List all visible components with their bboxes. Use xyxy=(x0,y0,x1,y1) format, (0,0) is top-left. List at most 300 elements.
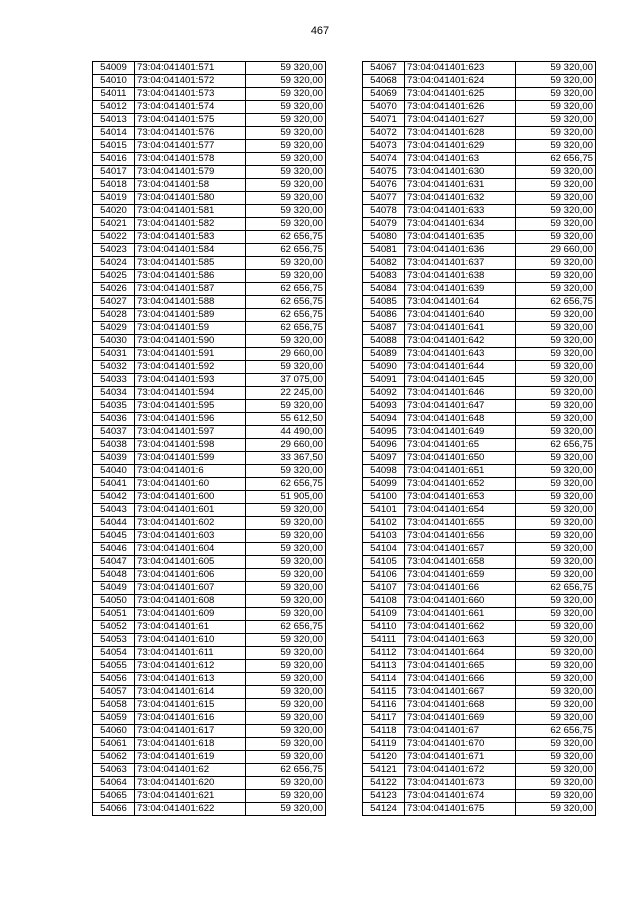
value-cell: 59 320,00 xyxy=(246,543,326,556)
value-cell: 59 320,00 xyxy=(246,699,326,712)
cadastral-number-cell: 73:04:041401:590 xyxy=(135,335,246,348)
cadastral-number-cell: 73:04:041401:671 xyxy=(405,751,516,764)
row-number-cell: 54092 xyxy=(363,387,405,400)
value-cell: 59 320,00 xyxy=(516,621,596,634)
row-number-cell: 54042 xyxy=(93,491,135,504)
table-row xyxy=(363,582,596,595)
cadastral-number-cell: 73:04:041401:585 xyxy=(135,257,246,270)
row-number-cell: 54026 xyxy=(93,283,135,296)
row-number-cell: 54014 xyxy=(93,127,135,140)
row-number-cell: 54018 xyxy=(93,179,135,192)
table-row xyxy=(363,218,596,231)
row-number-cell: 54062 xyxy=(93,751,135,764)
table-row xyxy=(363,114,596,127)
cadastral-number-cell: 73:04:041401:64 xyxy=(405,296,516,309)
cadastral-number-cell: 73:04:041401:658 xyxy=(405,556,516,569)
row-number-cell: 54040 xyxy=(93,465,135,478)
value-cell: 59 320,00 xyxy=(246,569,326,582)
table-row xyxy=(93,530,326,543)
cadastral-number-cell: 73:04:041401:636 xyxy=(405,244,516,257)
cadastral-number-cell: 73:04:041401:646 xyxy=(405,387,516,400)
value-cell: 59 320,00 xyxy=(246,153,326,166)
table-row xyxy=(93,725,326,738)
cadastral-number-cell: 73:04:041401:577 xyxy=(135,140,246,153)
value-cell: 29 660,00 xyxy=(516,244,596,257)
table-row xyxy=(363,413,596,426)
cadastral-number-cell: 73:04:041401:598 xyxy=(135,439,246,452)
cadastral-number-cell: 73:04:041401:604 xyxy=(135,543,246,556)
row-number-cell: 54012 xyxy=(93,101,135,114)
table-row xyxy=(363,309,596,322)
value-cell: 59 320,00 xyxy=(516,491,596,504)
table-row xyxy=(93,764,326,777)
cadastral-number-cell: 73:04:041401:574 xyxy=(135,101,246,114)
table-row xyxy=(363,244,596,257)
row-number-cell: 54114 xyxy=(363,673,405,686)
table-row xyxy=(93,140,326,153)
value-cell: 59 320,00 xyxy=(516,192,596,205)
value-cell: 59 320,00 xyxy=(516,114,596,127)
cadastral-number-cell: 73:04:041401:666 xyxy=(405,673,516,686)
value-cell: 59 320,00 xyxy=(246,686,326,699)
value-cell: 59 320,00 xyxy=(516,608,596,621)
value-cell: 59 320,00 xyxy=(246,595,326,608)
cadastral-number-cell: 73:04:041401:634 xyxy=(405,218,516,231)
row-number-cell: 54029 xyxy=(93,322,135,335)
row-number-cell: 54064 xyxy=(93,777,135,790)
value-cell: 59 320,00 xyxy=(246,777,326,790)
value-cell: 59 320,00 xyxy=(246,218,326,231)
table-row xyxy=(93,556,326,569)
row-number-cell: 54073 xyxy=(363,140,405,153)
row-number-cell: 54019 xyxy=(93,192,135,205)
row-number-cell: 54023 xyxy=(93,244,135,257)
value-cell: 59 320,00 xyxy=(516,166,596,179)
value-cell: 59 320,00 xyxy=(246,179,326,192)
table-row xyxy=(363,127,596,140)
row-number-cell: 54017 xyxy=(93,166,135,179)
cadastral-number-cell: 73:04:041401:639 xyxy=(405,283,516,296)
row-number-cell: 54083 xyxy=(363,270,405,283)
cadastral-number-cell: 73:04:041401:622 xyxy=(135,803,246,816)
value-cell: 59 320,00 xyxy=(516,790,596,803)
value-cell: 29 660,00 xyxy=(246,439,326,452)
table-row xyxy=(93,569,326,582)
table-row xyxy=(93,660,326,673)
value-cell: 59 320,00 xyxy=(246,270,326,283)
cadastral-number-cell: 73:04:041401:591 xyxy=(135,348,246,361)
table-row xyxy=(363,283,596,296)
value-cell: 59 320,00 xyxy=(516,764,596,777)
table-row xyxy=(93,361,326,374)
table-row xyxy=(363,439,596,452)
row-number-cell: 54060 xyxy=(93,725,135,738)
table-row xyxy=(363,790,596,803)
cadastral-number-cell: 73:04:041401:580 xyxy=(135,192,246,205)
value-cell: 62 656,75 xyxy=(246,764,326,777)
row-number-cell: 54037 xyxy=(93,426,135,439)
value-cell: 59 320,00 xyxy=(516,738,596,751)
row-number-cell: 54075 xyxy=(363,166,405,179)
cadastral-number-cell: 73:04:041401:583 xyxy=(135,231,246,244)
cadastral-number-cell: 73:04:041401:605 xyxy=(135,556,246,569)
cadastral-number-cell: 73:04:041401:626 xyxy=(405,101,516,114)
table-row xyxy=(93,673,326,686)
row-number-cell: 54084 xyxy=(363,283,405,296)
value-cell: 59 320,00 xyxy=(246,465,326,478)
value-cell: 62 656,75 xyxy=(246,621,326,634)
table-row xyxy=(363,335,596,348)
table-row xyxy=(93,244,326,257)
table-row xyxy=(93,790,326,803)
table-row xyxy=(363,465,596,478)
cadastral-number-cell: 73:04:041401:625 xyxy=(405,88,516,101)
row-number-cell: 54116 xyxy=(363,699,405,712)
row-number-cell: 54068 xyxy=(363,75,405,88)
cadastral-number-cell: 73:04:041401:601 xyxy=(135,504,246,517)
row-number-cell: 54022 xyxy=(93,231,135,244)
row-number-cell: 54036 xyxy=(93,413,135,426)
table-row xyxy=(363,257,596,270)
cadastral-number-cell: 73:04:041401:609 xyxy=(135,608,246,621)
value-cell: 59 320,00 xyxy=(516,647,596,660)
row-number-cell: 54011 xyxy=(93,88,135,101)
row-number-cell: 54121 xyxy=(363,764,405,777)
value-cell: 59 320,00 xyxy=(516,517,596,530)
cadastral-number-cell: 73:04:041401:619 xyxy=(135,751,246,764)
row-number-cell: 54079 xyxy=(363,218,405,231)
cadastral-number-cell: 73:04:041401:659 xyxy=(405,569,516,582)
row-number-cell: 54071 xyxy=(363,114,405,127)
value-cell: 59 320,00 xyxy=(246,400,326,413)
row-number-cell: 54090 xyxy=(363,361,405,374)
table-row xyxy=(363,361,596,374)
cadastral-number-cell: 73:04:041401:672 xyxy=(405,764,516,777)
row-number-cell: 54089 xyxy=(363,348,405,361)
row-number-cell: 54122 xyxy=(363,777,405,790)
row-number-cell: 54109 xyxy=(363,608,405,621)
cadastral-number-cell: 73:04:041401:667 xyxy=(405,686,516,699)
value-cell: 59 320,00 xyxy=(246,556,326,569)
cadastral-number-cell: 73:04:041401:6 xyxy=(135,465,246,478)
row-number-cell: 54065 xyxy=(93,790,135,803)
table-row xyxy=(93,166,326,179)
value-cell: 59 320,00 xyxy=(246,192,326,205)
table-row xyxy=(93,543,326,556)
value-cell: 59 320,00 xyxy=(516,283,596,296)
table-row xyxy=(93,426,326,439)
table-row xyxy=(363,348,596,361)
cadastral-number-cell: 73:04:041401:638 xyxy=(405,270,516,283)
row-number-cell: 54076 xyxy=(363,179,405,192)
cadastral-number-cell: 73:04:041401:579 xyxy=(135,166,246,179)
cadastral-number-cell: 73:04:041401:614 xyxy=(135,686,246,699)
cadastral-number-cell: 73:04:041401:607 xyxy=(135,582,246,595)
row-number-cell: 54020 xyxy=(93,205,135,218)
row-number-cell: 54016 xyxy=(93,153,135,166)
value-cell: 59 320,00 xyxy=(516,686,596,699)
cadastral-number-cell: 73:04:041401:599 xyxy=(135,452,246,465)
value-cell: 59 320,00 xyxy=(516,88,596,101)
row-number-cell: 54088 xyxy=(363,335,405,348)
value-cell: 59 320,00 xyxy=(246,257,326,270)
cadastral-number-cell: 73:04:041401:642 xyxy=(405,335,516,348)
table-row xyxy=(93,777,326,790)
table-row xyxy=(363,647,596,660)
cadastral-number-cell: 73:04:041401:632 xyxy=(405,192,516,205)
value-cell: 59 320,00 xyxy=(246,634,326,647)
table-row xyxy=(363,543,596,556)
cadastral-number-cell: 73:04:041401:602 xyxy=(135,517,246,530)
row-number-cell: 54021 xyxy=(93,218,135,231)
row-number-cell: 54099 xyxy=(363,478,405,491)
table-row xyxy=(363,231,596,244)
row-number-cell: 54053 xyxy=(93,634,135,647)
row-number-cell: 54054 xyxy=(93,647,135,660)
value-cell: 59 320,00 xyxy=(516,504,596,517)
cadastral-number-cell: 73:04:041401:608 xyxy=(135,595,246,608)
table-row xyxy=(363,478,596,491)
row-number-cell: 54091 xyxy=(363,374,405,387)
row-number-cell: 54118 xyxy=(363,725,405,738)
value-cell: 62 656,75 xyxy=(246,478,326,491)
table-row xyxy=(363,751,596,764)
row-number-cell: 54098 xyxy=(363,465,405,478)
cadastral-number-cell: 73:04:041401:582 xyxy=(135,218,246,231)
table-row xyxy=(93,452,326,465)
table-row xyxy=(363,387,596,400)
table-row xyxy=(93,192,326,205)
value-cell: 59 320,00 xyxy=(246,361,326,374)
table-row xyxy=(363,738,596,751)
table-row xyxy=(363,699,596,712)
value-cell: 62 656,75 xyxy=(516,582,596,595)
value-cell: 59 320,00 xyxy=(516,140,596,153)
value-cell: 59 320,00 xyxy=(516,179,596,192)
row-number-cell: 54047 xyxy=(93,556,135,569)
row-number-cell: 54056 xyxy=(93,673,135,686)
value-cell: 62 656,75 xyxy=(516,439,596,452)
table-row xyxy=(93,127,326,140)
cadastral-number-cell: 73:04:041401:628 xyxy=(405,127,516,140)
cadastral-number-cell: 73:04:041401:652 xyxy=(405,478,516,491)
value-cell: 59 320,00 xyxy=(516,400,596,413)
cadastral-number-cell: 73:04:041401:662 xyxy=(405,621,516,634)
table-row xyxy=(363,140,596,153)
cadastral-number-cell: 73:04:041401:63 xyxy=(405,153,516,166)
cadastral-number-cell: 73:04:041401:600 xyxy=(135,491,246,504)
table-row xyxy=(363,621,596,634)
cadastral-number-cell: 73:04:041401:670 xyxy=(405,738,516,751)
table-row xyxy=(93,491,326,504)
cadastral-number-cell: 73:04:041401:610 xyxy=(135,634,246,647)
table-row xyxy=(93,738,326,751)
table-row xyxy=(93,205,326,218)
cadastral-number-cell: 73:04:041401:630 xyxy=(405,166,516,179)
table-row xyxy=(93,803,326,816)
cadastral-number-cell: 73:04:041401:573 xyxy=(135,88,246,101)
value-cell: 59 320,00 xyxy=(246,738,326,751)
table-row xyxy=(93,582,326,595)
cadastral-number-cell: 73:04:041401:581 xyxy=(135,205,246,218)
row-number-cell: 54080 xyxy=(363,231,405,244)
cadastral-number-cell: 73:04:041401:60 xyxy=(135,478,246,491)
cadastral-number-cell: 73:04:041401:65 xyxy=(405,439,516,452)
value-cell: 62 656,75 xyxy=(246,231,326,244)
table-row xyxy=(363,205,596,218)
value-cell: 51 905,00 xyxy=(246,491,326,504)
table-row xyxy=(93,62,326,75)
value-cell: 59 320,00 xyxy=(246,660,326,673)
value-cell: 59 320,00 xyxy=(516,270,596,283)
table-row xyxy=(363,426,596,439)
row-number-cell: 54117 xyxy=(363,712,405,725)
value-cell: 59 320,00 xyxy=(246,803,326,816)
cadastral-number-cell: 73:04:041401:595 xyxy=(135,400,246,413)
value-cell: 59 320,00 xyxy=(516,426,596,439)
cadastral-number-cell: 73:04:041401:644 xyxy=(405,361,516,374)
value-cell: 59 320,00 xyxy=(246,335,326,348)
cadastral-number-cell: 73:04:041401:571 xyxy=(135,62,246,75)
value-cell: 59 320,00 xyxy=(516,556,596,569)
cadastral-number-cell: 73:04:041401:587 xyxy=(135,283,246,296)
table-row xyxy=(93,608,326,621)
table-row xyxy=(363,686,596,699)
row-number-cell: 54057 xyxy=(93,686,135,699)
row-number-cell: 54048 xyxy=(93,569,135,582)
value-cell: 59 320,00 xyxy=(516,62,596,75)
value-cell: 59 320,00 xyxy=(246,504,326,517)
table-row xyxy=(363,270,596,283)
value-cell: 59 320,00 xyxy=(246,751,326,764)
cadastral-number-cell: 73:04:041401:623 xyxy=(405,62,516,75)
row-number-cell: 54115 xyxy=(363,686,405,699)
table-row xyxy=(363,88,596,101)
row-number-cell: 54112 xyxy=(363,647,405,660)
row-number-cell: 54045 xyxy=(93,530,135,543)
row-number-cell: 54111 xyxy=(363,634,405,647)
table-row xyxy=(363,712,596,725)
table-row xyxy=(363,569,596,582)
table-row xyxy=(363,491,596,504)
cadastral-number-cell: 73:04:041401:596 xyxy=(135,413,246,426)
value-cell: 59 320,00 xyxy=(246,712,326,725)
table-row xyxy=(93,595,326,608)
cadastral-number-cell: 73:04:041401:631 xyxy=(405,179,516,192)
value-cell: 59 320,00 xyxy=(516,595,596,608)
cadastral-number-cell: 73:04:041401:656 xyxy=(405,530,516,543)
table-row xyxy=(93,270,326,283)
cadastral-number-cell: 73:04:041401:592 xyxy=(135,361,246,374)
row-number-cell: 54049 xyxy=(93,582,135,595)
table-row xyxy=(363,374,596,387)
table-row xyxy=(93,504,326,517)
row-number-cell: 54031 xyxy=(93,348,135,361)
row-number-cell: 54104 xyxy=(363,543,405,556)
row-number-cell: 54097 xyxy=(363,452,405,465)
cadastral-number-cell: 73:04:041401:673 xyxy=(405,777,516,790)
table-row xyxy=(93,218,326,231)
cadastral-number-cell: 73:04:041401:664 xyxy=(405,647,516,660)
row-number-cell: 54110 xyxy=(363,621,405,634)
row-number-cell: 54120 xyxy=(363,751,405,764)
cadastral-number-cell: 73:04:041401:597 xyxy=(135,426,246,439)
row-number-cell: 54101 xyxy=(363,504,405,517)
table-row xyxy=(93,296,326,309)
row-number-cell: 54119 xyxy=(363,738,405,751)
row-number-cell: 54055 xyxy=(93,660,135,673)
value-cell: 59 320,00 xyxy=(516,75,596,88)
value-cell: 59 320,00 xyxy=(246,127,326,140)
cadastral-number-cell: 73:04:041401:651 xyxy=(405,465,516,478)
row-number-cell: 54085 xyxy=(363,296,405,309)
value-cell: 59 320,00 xyxy=(516,361,596,374)
table-row xyxy=(93,231,326,244)
cadastral-number-cell: 73:04:041401:674 xyxy=(405,790,516,803)
value-cell: 59 320,00 xyxy=(516,218,596,231)
cadastral-number-cell: 73:04:041401:647 xyxy=(405,400,516,413)
table-row xyxy=(93,88,326,101)
cadastral-number-cell: 73:04:041401:611 xyxy=(135,647,246,660)
value-cell: 59 320,00 xyxy=(516,101,596,114)
row-number-cell: 54074 xyxy=(363,153,405,166)
value-cell: 29 660,00 xyxy=(246,348,326,361)
cadastral-number-cell: 73:04:041401:59 xyxy=(135,322,246,335)
value-cell: 59 320,00 xyxy=(516,465,596,478)
cadastral-number-cell: 73:04:041401:669 xyxy=(405,712,516,725)
value-cell: 59 320,00 xyxy=(246,140,326,153)
cadastral-number-cell: 73:04:041401:649 xyxy=(405,426,516,439)
table-row xyxy=(93,400,326,413)
value-cell: 59 320,00 xyxy=(516,413,596,426)
value-cell: 59 320,00 xyxy=(516,751,596,764)
value-cell: 59 320,00 xyxy=(246,647,326,660)
cadastral-number-cell: 73:04:041401:661 xyxy=(405,608,516,621)
value-cell: 62 656,75 xyxy=(246,283,326,296)
value-cell: 55 612,50 xyxy=(246,413,326,426)
page-number: 467 xyxy=(310,25,330,37)
cadastral-number-cell: 73:04:041401:616 xyxy=(135,712,246,725)
value-cell: 59 320,00 xyxy=(246,114,326,127)
table-row xyxy=(93,621,326,634)
row-number-cell: 54095 xyxy=(363,426,405,439)
row-number-cell: 54106 xyxy=(363,569,405,582)
cadastral-number-cell: 73:04:041401:603 xyxy=(135,530,246,543)
value-cell: 33 367,50 xyxy=(246,452,326,465)
row-number-cell: 54035 xyxy=(93,400,135,413)
value-cell: 62 656,75 xyxy=(246,309,326,322)
table-row xyxy=(93,699,326,712)
value-cell: 62 656,75 xyxy=(246,322,326,335)
row-number-cell: 54043 xyxy=(93,504,135,517)
row-number-cell: 54081 xyxy=(363,244,405,257)
cadastral-number-cell: 73:04:041401:589 xyxy=(135,309,246,322)
value-cell: 59 320,00 xyxy=(246,725,326,738)
table-row xyxy=(363,517,596,530)
cadastral-number-cell: 73:04:041401:593 xyxy=(135,374,246,387)
value-cell: 59 320,00 xyxy=(516,309,596,322)
value-cell: 59 320,00 xyxy=(246,88,326,101)
cadastral-number-cell: 73:04:041401:613 xyxy=(135,673,246,686)
cadastral-number-cell: 73:04:041401:62 xyxy=(135,764,246,777)
table-row xyxy=(93,374,326,387)
table-row xyxy=(363,153,596,166)
row-number-cell: 54058 xyxy=(93,699,135,712)
cadastral-number-cell: 73:04:041401:675 xyxy=(405,803,516,816)
value-cell: 59 320,00 xyxy=(516,231,596,244)
cadastral-number-cell: 73:04:041401:665 xyxy=(405,660,516,673)
row-number-cell: 54039 xyxy=(93,452,135,465)
